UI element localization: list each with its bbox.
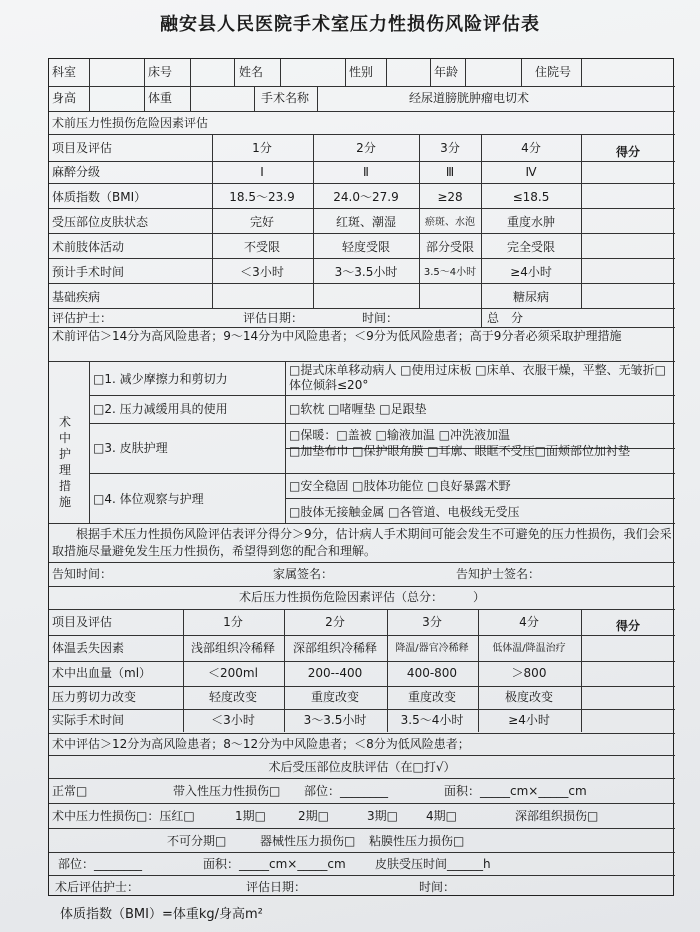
preop-cell: Ⅲ bbox=[445, 165, 455, 179]
preop-cell: ≥4小时 bbox=[510, 265, 552, 279]
postop-date-label: 评估日期： bbox=[246, 880, 307, 894]
postop-cell: 极度改变 bbox=[504, 690, 554, 704]
measure-item-1: □1. 减少摩擦力和剪切力 bbox=[93, 372, 228, 386]
preop-risk-note: 术前评估＞14分为高风险患者；9～14分为中风险患者；＜9分为低风险患者；高于9分者必须采取护理措施 bbox=[52, 329, 622, 343]
preop-row-label: 预计手术时间 bbox=[52, 265, 125, 279]
postop-cell: ＞800 bbox=[511, 666, 547, 680]
postop-row-label: 体温丢失因素 bbox=[52, 641, 125, 655]
weight-label: 体重 bbox=[148, 91, 173, 105]
measure-options-1: □提式床单移动病人 □使用过床板 □床单、衣服干燥，平整、无皱折□体位倾斜≤20° bbox=[289, 363, 666, 392]
postop-row-label: 实际手术时间 bbox=[52, 713, 125, 727]
surgery-name-value: 经尿道膀胱肿瘤电切术 bbox=[409, 91, 530, 105]
measure-options-3b: □加垫布巾 □保护眼角膜 □耳廓、眼眶不受压□面颊部位加衬垫 bbox=[289, 444, 630, 458]
postop-header-2pt: 2分 bbox=[325, 615, 345, 629]
measure-item-3: □3. 皮肤护理 bbox=[93, 441, 168, 455]
preop-header-3pt: 3分 bbox=[440, 141, 460, 155]
preop-cell: Ⅰ bbox=[260, 165, 264, 179]
stage-1[interactable]: 1期□ bbox=[235, 809, 266, 823]
bmi-formula: 体质指数（BMI）=体重kg/身高m² bbox=[60, 907, 263, 922]
stage-4[interactable]: 4期□ bbox=[426, 809, 457, 823]
preop-cell: ＜3小时 bbox=[240, 265, 284, 279]
preop-cell: 不受限 bbox=[243, 240, 281, 254]
postop-row-label: 术中出血量（ml） bbox=[52, 666, 152, 680]
preop-total-label: 总 分 bbox=[487, 311, 524, 325]
form-title: 融安县人民医院手术室压力性损伤风险评估表 bbox=[160, 14, 540, 35]
postop-nurse-label: 术后评估护士： bbox=[55, 880, 140, 894]
postop-cell: ＜200ml bbox=[208, 666, 258, 680]
sex-label: 性别 bbox=[349, 65, 374, 79]
consent-text: 根据手术压力性损伤风险评估表评分得分＞9分，估计病人手术期间可能会发生不可避免的压力性损伤，我们会采取措施尽量避免发生压力性损伤，希望得到您的配合和理解。 bbox=[52, 527, 672, 558]
mucosal-injury[interactable]: 粘膜性压力损伤□ bbox=[369, 834, 465, 848]
preop-cell: 重度水肿 bbox=[506, 215, 556, 229]
preop-cell: 完好 bbox=[249, 215, 275, 229]
preop-cell: Ⅱ bbox=[363, 165, 369, 179]
measure-options-2: □软枕 □啫喱垫 □足跟垫 bbox=[289, 402, 427, 416]
postop-header-item: 项目及评估 bbox=[52, 615, 113, 629]
postop-cell: 浅部组织冷稀释 bbox=[190, 641, 276, 655]
preop-header-2pt: 2分 bbox=[356, 141, 376, 155]
skin-area-field-2[interactable]: 面积：_____cm×_____cm bbox=[203, 857, 346, 871]
preop-cell: 24.0～27.9 bbox=[333, 190, 399, 204]
device-related-injury[interactable]: 器械性压力损伤□ bbox=[260, 834, 356, 848]
unstageable[interactable]: 不可分期□ bbox=[167, 834, 227, 848]
preop-header-score: 得分 bbox=[615, 145, 641, 159]
measure-options-4: □安全稳固 □肢体功能位 □良好暴露术野 bbox=[289, 479, 511, 493]
skin-site-field[interactable]: 部位：________ bbox=[304, 784, 389, 798]
postop-cell: 低体温/降温治疗 bbox=[492, 643, 566, 654]
preop-row-label: 麻醉分级 bbox=[52, 165, 101, 179]
postop-header-4pt: 4分 bbox=[519, 615, 539, 629]
preop-cell: 轻度受限 bbox=[341, 240, 391, 254]
postop-cell: 重度改变 bbox=[310, 690, 360, 704]
preop-cell: 红斑、潮湿 bbox=[335, 215, 397, 229]
skin-section-title: 术后受压部位皮肤评估（在□打√） bbox=[268, 760, 456, 774]
preop-header-1pt: 1分 bbox=[252, 141, 272, 155]
preop-cell: 瘀斑、水泡 bbox=[425, 217, 475, 228]
stage-3[interactable]: 3期□ bbox=[367, 809, 398, 823]
inpatient-no-label: 住院号 bbox=[535, 65, 572, 79]
dept-label: 科室 bbox=[52, 65, 77, 79]
postop-cell: 3.5～4小时 bbox=[400, 713, 464, 727]
preop-date-label: 评估日期： bbox=[243, 311, 304, 325]
intraop-measures-label: 术中护理措施 bbox=[59, 415, 72, 509]
postop-cell: 400-800 bbox=[406, 666, 458, 680]
skin-area-field[interactable]: 面积：_____cm×_____cm bbox=[444, 784, 587, 798]
preop-cell: 完全受限 bbox=[506, 240, 556, 254]
height-label: 身高 bbox=[52, 91, 77, 105]
postop-cell: ＜3小时 bbox=[211, 713, 255, 727]
notify-time-label: 告知时间： bbox=[52, 567, 113, 581]
measure-options-4b: □肢体无接触金属 □各管道、电极线无受压 bbox=[289, 505, 520, 519]
preop-cell: 18.5～23.9 bbox=[229, 190, 295, 204]
bed-label: 床号 bbox=[148, 65, 173, 79]
postop-cell: 重度改变 bbox=[407, 690, 457, 704]
surgery-name-label: 手术名称 bbox=[261, 91, 310, 105]
preop-cell: 3～3.5小时 bbox=[334, 265, 398, 279]
preop-cell: ≤18.5 bbox=[512, 190, 550, 204]
family-sign-label: 家属签名： bbox=[273, 567, 334, 581]
notify-nurse-label: 告知护士签名： bbox=[456, 567, 541, 581]
postop-cell: ≥4小时 bbox=[508, 713, 550, 727]
postop-cell: 降温/器官冷稀释 bbox=[395, 643, 469, 654]
postop-time-label: 时间： bbox=[419, 880, 456, 894]
postop-cell: 3～3.5小时 bbox=[303, 713, 367, 727]
postop-cell: 轻度改变 bbox=[208, 690, 258, 704]
preop-header-item: 项目及评估 bbox=[52, 141, 113, 155]
name-label: 姓名 bbox=[239, 65, 264, 79]
intraop-injury-redness[interactable]: 术中压力性损伤□：压红□ bbox=[52, 809, 195, 823]
preop-row-label: 术前肢体活动 bbox=[52, 240, 125, 254]
compression-duration-field[interactable]: 皮肤受压时间______h bbox=[375, 857, 491, 871]
assessment-sheet bbox=[48, 58, 674, 896]
preop-cell: ≥28 bbox=[437, 190, 463, 204]
preop-row-label: 基础疾病 bbox=[52, 290, 101, 304]
skin-normal[interactable]: 正常□ bbox=[52, 784, 88, 798]
postop-risk-note: 术中评估＞12分为高风险患者；8～12分为中风险患者；＜8分为低风险患者； bbox=[52, 737, 470, 751]
preop-nurse-label: 评估护士： bbox=[52, 311, 113, 325]
preop-cell: Ⅳ bbox=[525, 165, 537, 179]
postop-section-title: 术后压力性损伤危险因素评估（总分： ） bbox=[238, 590, 486, 604]
preop-section-title: 术前压力性损伤危险因素评估 bbox=[52, 116, 209, 130]
measure-item-4: □4. 体位观察与护理 bbox=[93, 492, 204, 506]
postop-cell: 200--400 bbox=[307, 666, 363, 680]
preop-cell: 糖尿病 bbox=[512, 290, 550, 304]
postop-cell: 深部组织冷稀释 bbox=[292, 641, 378, 655]
postop-row-label: 压力剪切力改变 bbox=[52, 690, 137, 704]
preop-header-4pt: 4分 bbox=[521, 141, 541, 155]
measure-options-3: □保暖：□盖被 □输液加温 □冲洗液加温 bbox=[289, 428, 510, 442]
postop-header-score: 得分 bbox=[615, 619, 641, 633]
postop-header-1pt: 1分 bbox=[223, 615, 243, 629]
postop-header-3pt: 3分 bbox=[422, 615, 442, 629]
preop-row-label: 受压部位皮肤状态 bbox=[52, 215, 149, 229]
deep-tissue-injury[interactable]: 深部组织损伤□ bbox=[515, 809, 599, 823]
skin-site-field-2[interactable]: 部位：________ bbox=[58, 857, 143, 871]
preop-cell: 3.5～4小时 bbox=[423, 267, 477, 278]
preop-row-label: 体质指数（BMI） bbox=[52, 190, 147, 204]
preop-time-label: 时间： bbox=[362, 311, 399, 325]
stage-2[interactable]: 2期□ bbox=[298, 809, 329, 823]
measure-item-2: □2. 压力减缓用具的使用 bbox=[93, 402, 228, 416]
age-label: 年龄 bbox=[434, 65, 459, 79]
preop-cell: 部分受限 bbox=[425, 240, 475, 254]
device-brought-injury[interactable]: 带入性压力性损伤□ bbox=[173, 784, 281, 798]
